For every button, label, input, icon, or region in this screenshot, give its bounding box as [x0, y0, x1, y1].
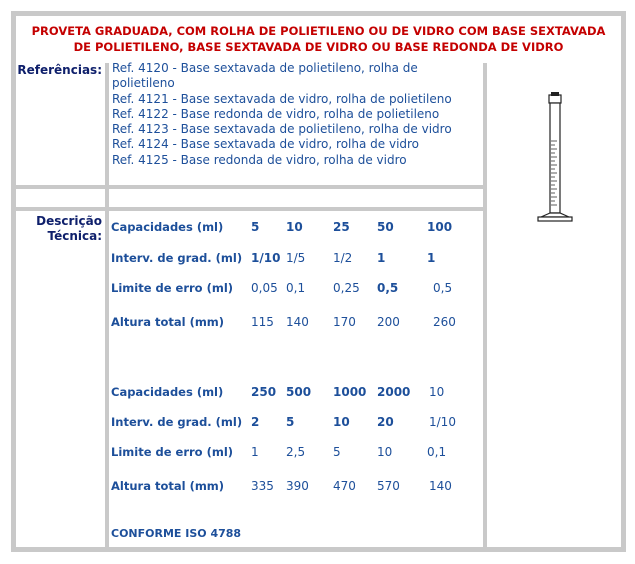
reference-item: Ref. 4121 - Base sextavada de vidro, rolha de polietileno [112, 91, 452, 106]
spec-row-label: Interv. de grad. (ml) [111, 251, 243, 265]
spec-value: 1 [377, 251, 386, 265]
specifications-cell [109, 211, 483, 547]
referencias-label-cell [16, 61, 105, 185]
spec-value: 0,1 [427, 445, 447, 459]
spec-value: 140 [429, 479, 452, 493]
title-cell [16, 16, 621, 63]
reference-item: Ref. 4123 - Base sextavada de polietileno, rolha de vidro [112, 122, 452, 137]
graduated-cylinder-icon [535, 91, 575, 241]
spec-row-label: Limite de erro (ml) [111, 445, 234, 459]
spec-value: 50 [377, 220, 394, 234]
spec-value: 500 [286, 385, 312, 399]
spec-value: 250 [251, 385, 277, 399]
reference-item: Ref. 4124 - Base sextavada de vidro, rolha de vidro [112, 137, 420, 152]
spec-value: 100 [427, 220, 453, 234]
spec-value: 10 [377, 445, 393, 459]
image-cell [487, 61, 621, 547]
product-frame [11, 11, 626, 552]
spec-value: 170 [333, 315, 356, 329]
descricao-label-cell [16, 211, 105, 547]
spec-value: 470 [333, 479, 356, 493]
spec-value: 570 [377, 479, 400, 493]
spec-value: 10 [429, 385, 445, 399]
title-line-1: PROVETA GRADUADA, COM ROLHA DE POLIETILENO OU DE VIDRO COM BASE SEXTAVADA [31, 24, 606, 38]
spacer-left [16, 189, 105, 207]
referencias-label: Referências: [17, 63, 102, 77]
reference-item: Ref. 4125 - Base redonda de vidro, rolha de vidro [112, 152, 407, 167]
spec-row-label: Altura total (mm) [111, 479, 225, 493]
spec-value: 0,25 [333, 281, 360, 295]
spec-value: 1000 [333, 385, 367, 399]
spec-value: 1 [251, 445, 259, 459]
spec-value: 0,5 [377, 281, 399, 295]
spec-value: 5 [333, 445, 341, 459]
spec-row-label: Capacidades (ml) [111, 385, 224, 399]
spec-value: 0,1 [286, 281, 306, 295]
references-cell [109, 61, 483, 185]
spec-value: 335 [251, 479, 274, 493]
spec-value: 200 [377, 315, 400, 329]
conformity-note: CONFORME ISO 4788 [111, 527, 242, 540]
spec-value: 1/2 [333, 251, 353, 265]
spec-value: 5 [251, 220, 260, 234]
spec-value: 2 [251, 415, 260, 429]
references-list [109, 61, 483, 168]
spec-value: 115 [251, 315, 274, 329]
spacer-mid [109, 189, 483, 207]
spec-value: 1/5 [286, 251, 306, 265]
descricao-label: Descrição Técnica: [36, 214, 102, 243]
spec-value: 0,05 [251, 281, 278, 295]
spec-value: 2000 [377, 385, 411, 399]
reference-item: Ref. 4120 - Base sextavada de polietileno, rolha de polietileno [112, 61, 418, 91]
reference-item: Ref. 4122 - Base redonda de vidro, rolha de polietileno [112, 106, 440, 121]
spec-value: 2,5 [286, 445, 306, 459]
spec-value: 1/10 [251, 251, 281, 265]
spec-value: 1 [427, 251, 436, 265]
spec-row-label: Limite de erro (ml) [111, 281, 234, 295]
spec-value: 140 [286, 315, 309, 329]
spec-value: 0,5 [433, 281, 453, 295]
spec-row-label: Capacidades (ml) [111, 220, 224, 234]
spec-value: 10 [286, 220, 303, 234]
spec-value: 390 [286, 479, 309, 493]
spec-value: 25 [333, 220, 350, 234]
spec-value: 1/10 [429, 415, 456, 429]
spec-row-label: Altura total (mm) [111, 315, 225, 329]
spec-row-label: Interv. de grad. (ml) [111, 415, 243, 429]
spec-value: 5 [286, 415, 295, 429]
title-line-2: DE POLIETILENO, BASE SEXTAVADA DE VIDRO OU BASE REDONDA DE VIDRO [73, 40, 564, 54]
spec-value: 260 [433, 315, 456, 329]
spec-value: 10 [333, 415, 350, 429]
spec-value: 20 [377, 415, 394, 429]
